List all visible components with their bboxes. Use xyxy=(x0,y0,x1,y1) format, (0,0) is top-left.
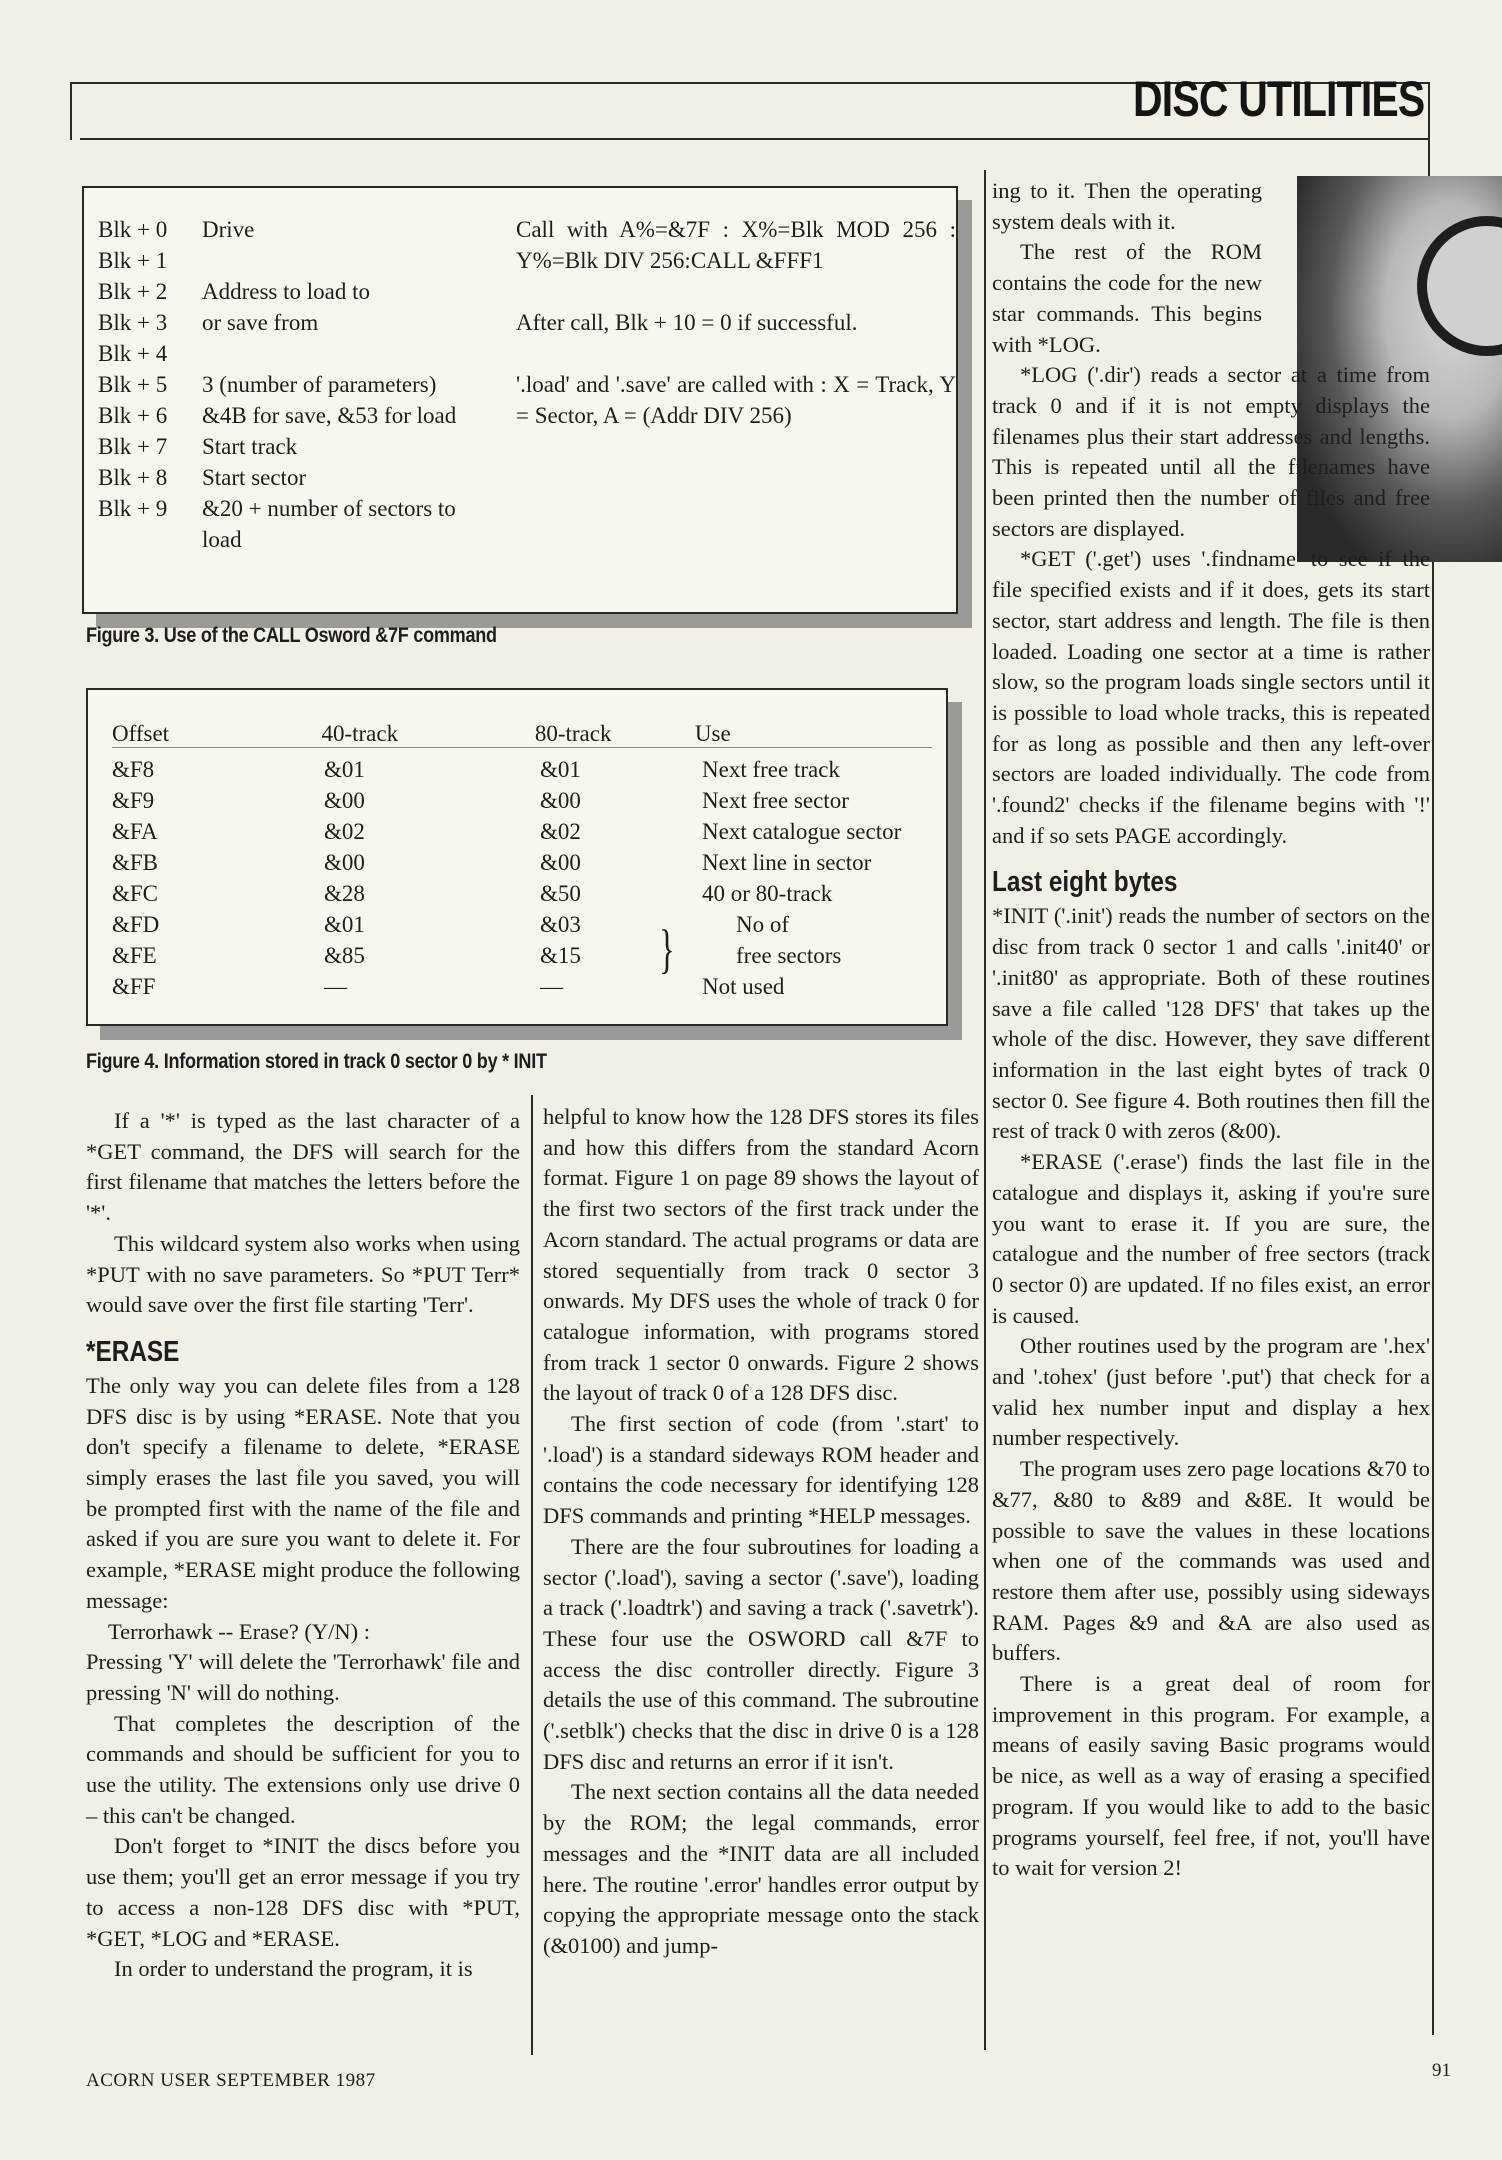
article-column-2 xyxy=(543,1102,979,1962)
figure-4-cell: &00 xyxy=(324,788,365,813)
figure-3-row xyxy=(98,214,520,245)
figure-4-cell: &50 xyxy=(540,881,581,906)
right-border-rule xyxy=(1428,82,1430,180)
figure-3-row xyxy=(98,276,520,307)
figure-4-row xyxy=(112,907,942,938)
figure-3-block-offset: Blk + 8 xyxy=(98,465,168,490)
figure-3-parameter-list xyxy=(98,214,520,555)
article-column-3 xyxy=(992,176,1430,1884)
figure-4-cell: No of xyxy=(736,912,790,937)
figure-3-note: Call with A%=&7F : X%=Blk MOD 256 : Y%=Blk DIV 256:CALL &FFF1 xyxy=(516,217,956,273)
figure-4-row xyxy=(112,845,942,876)
figure-4-cell: &15 xyxy=(540,943,581,968)
section-title: DISC UTILITIES xyxy=(1132,71,1424,127)
figure-3-notes xyxy=(516,214,956,462)
paragraph: ing to it. Then the operating system deals with it. xyxy=(992,178,1262,234)
figure-4-cell: &01 xyxy=(324,912,365,937)
figure-3-row xyxy=(98,338,520,369)
figure-3-block-offset: Blk + 9 xyxy=(98,496,168,521)
header-left-rule xyxy=(70,82,72,140)
figure-3-block-offset: Blk + 2 xyxy=(98,279,168,304)
figure-3-block-meaning: &20 + number of sectors to xyxy=(202,496,456,521)
figure-4-row xyxy=(112,969,942,1000)
figure-4-cell: &FA xyxy=(112,819,158,844)
paragraph: If a '*' is typed as the last character of a *GET command, the DFS will search for the first filename that matches the letters before the '*'. xyxy=(86,1108,520,1226)
figure-4-cell: &FC xyxy=(112,881,159,906)
figure-3-block-meaning: or save from xyxy=(202,310,319,335)
figure-3-block-meaning: load xyxy=(202,527,242,552)
paragraph: Other routines used by the program are '.hex' and '.tohex' (just before '.put') that check for a valid hex number input and display a hex number respectively. xyxy=(992,1333,1430,1451)
figure-4-cell: — xyxy=(540,974,563,999)
figure-4-cell: Next free sector xyxy=(702,788,849,813)
figure-3-block-offset: Blk + 4 xyxy=(98,341,168,366)
figure-3-row xyxy=(98,431,520,462)
figure-4-cell: &F8 xyxy=(112,757,155,782)
figure-3-block-meaning: &4B for save, &53 for load xyxy=(202,403,457,428)
figure-3-box xyxy=(82,186,958,614)
paragraph: *INIT ('.init') reads the number of sectors on the disc from track 0 sector 1 and calls '.init40' or '.init80' as appropriate. Both of these routines save a file called '128 DFS' that takes up the whole of the disc. However, they save different information in the last eight bytes of track 0 sector 0. See figure 4. Both routines then fill the rest of track 0 with zeros (&00). xyxy=(992,903,1430,1144)
figure-4-cell: &28 xyxy=(324,881,365,906)
paragraph: Don't forget to *INIT the discs before you use them; you'll get an error message if you try to access a non-128 DFS disc with *PUT, *GET, *LOG and *ERASE. xyxy=(86,1833,520,1951)
paragraph: That completes the description of the commands and should be sufficient for you to use the utility. The extensions only use drive 0 – this can't be changed. xyxy=(86,1710,520,1828)
figure-4-body xyxy=(112,748,942,1000)
column-rule-3 xyxy=(1432,560,1434,2035)
figure-3-block-offset: Blk + 6 xyxy=(98,403,168,428)
figure-4-header-row xyxy=(112,712,932,748)
figure-4-row xyxy=(112,783,942,814)
paragraph: Pressing 'Y' will delete the 'Terrorhawk' file and pressing 'N' will do nothing. xyxy=(86,1649,520,1705)
paragraph: The next section contains all the data needed by the ROM; the legal commands, error messages and the *INIT data are all included here. The routine '.error' handles error output by copying the appropriate message onto the stack (&0100) and jump- xyxy=(543,1779,979,1958)
figure-3-block-offset: Blk + 7 xyxy=(98,434,168,459)
figure-4-cell: Next free track xyxy=(702,757,840,782)
figure-4-header-cell: Use xyxy=(694,721,731,746)
paragraph: This wildcard system also works when using *PUT with no save parameters. So *PUT Terr* would save over the first file starting 'Terr'. xyxy=(86,1230,520,1318)
paragraph: *GET ('.get') uses '.findname' to see if the file specified exists and if it does, gets its start sector, start address and length. The file is then loaded. Loading one sector at a time is rather slow, so the program loads single sectors until it is possible to load whole tracks, this is repeated for as long as possible and then any left-over sectors are loaded individually. The code from '.found2' checks if the filename begins with '!' and if so sets PAGE accordingly. xyxy=(992,546,1430,848)
figure-4-cell: &00 xyxy=(324,850,365,875)
figure-4-cell: free sectors xyxy=(736,943,842,968)
example-output: Terrorhawk -- Erase? (Y/N) : xyxy=(108,1618,371,1644)
figure-3-row xyxy=(98,400,520,431)
figure-4-cell: &01 xyxy=(324,757,365,782)
figure-4-cell: Next line in sector xyxy=(702,850,872,875)
figure-4-header-cell: 80-track xyxy=(534,721,612,746)
figure-3-row xyxy=(98,524,520,555)
paragraph: The rest of the ROM contains the code for the new star commands. This begins with *LOG. xyxy=(992,239,1262,357)
paragraph: *LOG ('.dir') reads a sector at a time from track 0 and if it is not empty displays the filenames plus their start addresses and lengths. This is repeated until all the filenames have been printed then the number of files and free sectors are displayed. xyxy=(992,362,1430,541)
page-number: 91 xyxy=(1432,2060,1451,2081)
article-column-1 xyxy=(86,1106,520,1985)
figure-4-row xyxy=(112,876,942,907)
figure-4-cell: &85 xyxy=(324,943,365,968)
figure-4-box xyxy=(86,688,948,1026)
figure-4-row xyxy=(112,814,942,845)
column-rule-2 xyxy=(984,170,986,2050)
paragraph: The program uses zero page locations &70 to &77, &80 to &89 and &8E. It would be possible to save the values in these locations when one of the commands was used and restore them after use, possibly using sideways RAM. Pages &9 and &A are also used as buffers. xyxy=(992,1456,1430,1666)
figure-4-cell: — xyxy=(324,974,347,999)
figure-4-caption: Figure 4. Information stored in track 0 sector 0 by * INIT xyxy=(86,1050,547,1073)
figure-3-row xyxy=(98,493,520,524)
paragraph: The first section of code (from '.start' to '.load') is a standard sideways ROM header and contains the code necessary for identifying 128 DFS commands and printing *HELP messages. xyxy=(543,1411,979,1529)
figure-3-block-offset xyxy=(98,524,202,555)
figure-4-cell: &FB xyxy=(112,850,159,875)
figure-4-cell: &F9 xyxy=(112,788,155,813)
figure-3-block-meaning: 3 (number of parameters) xyxy=(202,372,437,397)
figure-3-block-meaning: Start sector xyxy=(202,465,307,490)
figure-3-caption: Figure 3. Use of the CALL Osword &7F command xyxy=(86,624,497,647)
figure-3-block-offset: Blk + 3 xyxy=(98,310,168,335)
paragraph: helpful to know how the 128 DFS stores its files and how this differs from the standard Acorn format. Figure 1 on page 89 shows the layout of the first two sectors of the first track under the Acorn standard. The actual programs or data are stored sequentially from track 0 sector 3 onwards. My DFS uses the whole of track 0 for catalogue information, with programs stored from track 1 sector 0 onwards. Figure 2 shows the layout of track 0 of a 128 DFS disc. xyxy=(543,1104,979,1406)
figure-3-block-meaning xyxy=(202,245,520,276)
figure-4-header-cell: 40-track xyxy=(321,721,399,746)
figure-3-row xyxy=(98,462,520,493)
footer-magazine-issue: ACORN USER SEPTEMBER 1987 xyxy=(86,2070,376,2091)
figure-3-note: After call, Blk + 10 = 0 if successful. xyxy=(516,310,858,335)
figure-3-row xyxy=(98,307,520,338)
figure-3-row xyxy=(98,245,520,276)
figure-4-cell: &00 xyxy=(540,788,581,813)
figure-3-block-offset: Blk + 1 xyxy=(98,248,168,273)
column-rule-1 xyxy=(531,1095,533,2055)
figure-3-block-meaning: Drive xyxy=(202,217,255,242)
figure-4-header-cell: Offset xyxy=(112,721,170,746)
figure-4-cell: &03 xyxy=(540,912,581,937)
figure-4-row xyxy=(112,752,942,783)
figure-3-block-meaning: Address to load to xyxy=(202,279,371,304)
figure-4-cell: Next catalogue sector xyxy=(702,819,902,844)
figure-4-cell: &00 xyxy=(540,850,581,875)
figure-4-cell: &01 xyxy=(540,757,581,782)
figure-4-brace: } xyxy=(659,919,675,979)
figure-4-cell: 40 or 80-track xyxy=(702,881,833,906)
figure-4-cell: &02 xyxy=(324,819,365,844)
header-bottom-rule xyxy=(80,138,1430,140)
figure-3-block-offset: Blk + 0 xyxy=(98,217,168,242)
figure-3-row xyxy=(98,369,520,400)
figure-3-block-meaning: Start track xyxy=(202,434,298,459)
paragraph: There are the four subroutines for loading a sector ('.load'), saving a sector ('.save'), loading a track ('.loadtrk') and saving a track ('.savetrk'). These four use the OSWORD call &7F to access the disc controller directly. Figure 3 details the use of this command. The subroutine ('.setblk') checks that the disc in drive 0 is a 128 DFS disc and returns an error if it isn't. xyxy=(543,1533,979,1774)
paragraph: There is a great deal of room for improvement in this program. For example, a means of easily saving Basic programs would be nice, as well as a way of erasing a specified program. If you would like to add to the basic programs yourself, feel free, if not, you'll have to wait for version 2! xyxy=(992,1671,1430,1881)
subheading-last-eight-bytes: Last eight bytes xyxy=(992,866,1178,899)
figure-3-block-offset: Blk + 5 xyxy=(98,372,168,397)
figure-4-cell: &FD xyxy=(112,912,160,937)
figure-4-cell: Not used xyxy=(702,974,785,999)
figure-3-block-meaning xyxy=(202,338,520,369)
figure-4-cell: &FE xyxy=(112,943,157,968)
figure-4-table xyxy=(112,712,942,1000)
figure-4-row xyxy=(112,938,942,969)
subheading-erase: *ERASE xyxy=(86,1335,180,1368)
paragraph: The only way you can delete files from a 128 DFS disc is by using *ERASE. Note that you don't specify a filename to delete, *ERASE simply erases the last file you saved, you will be prompted first with the name of the file and asked if you are sure you want to delete it. For example, *ERASE might produce the following message: xyxy=(86,1372,520,1613)
paragraph: In order to understand the program, it is xyxy=(114,1956,473,1982)
paragraph: *ERASE ('.erase') finds the last file in the catalogue and displays it, asking if you're sure you want to erase it. If you are sure, the catalogue and the number of free sectors (track 0 sector 0) are updated. If no files exist, an error is caused. xyxy=(992,1149,1430,1328)
figure-4-cell: &02 xyxy=(540,819,581,844)
figure-3-note: '.load' and '.save' are called with : X = Track, Y = Sector, A = (Addr DIV 256) xyxy=(516,372,956,428)
figure-4-cell: &FF xyxy=(112,974,156,999)
